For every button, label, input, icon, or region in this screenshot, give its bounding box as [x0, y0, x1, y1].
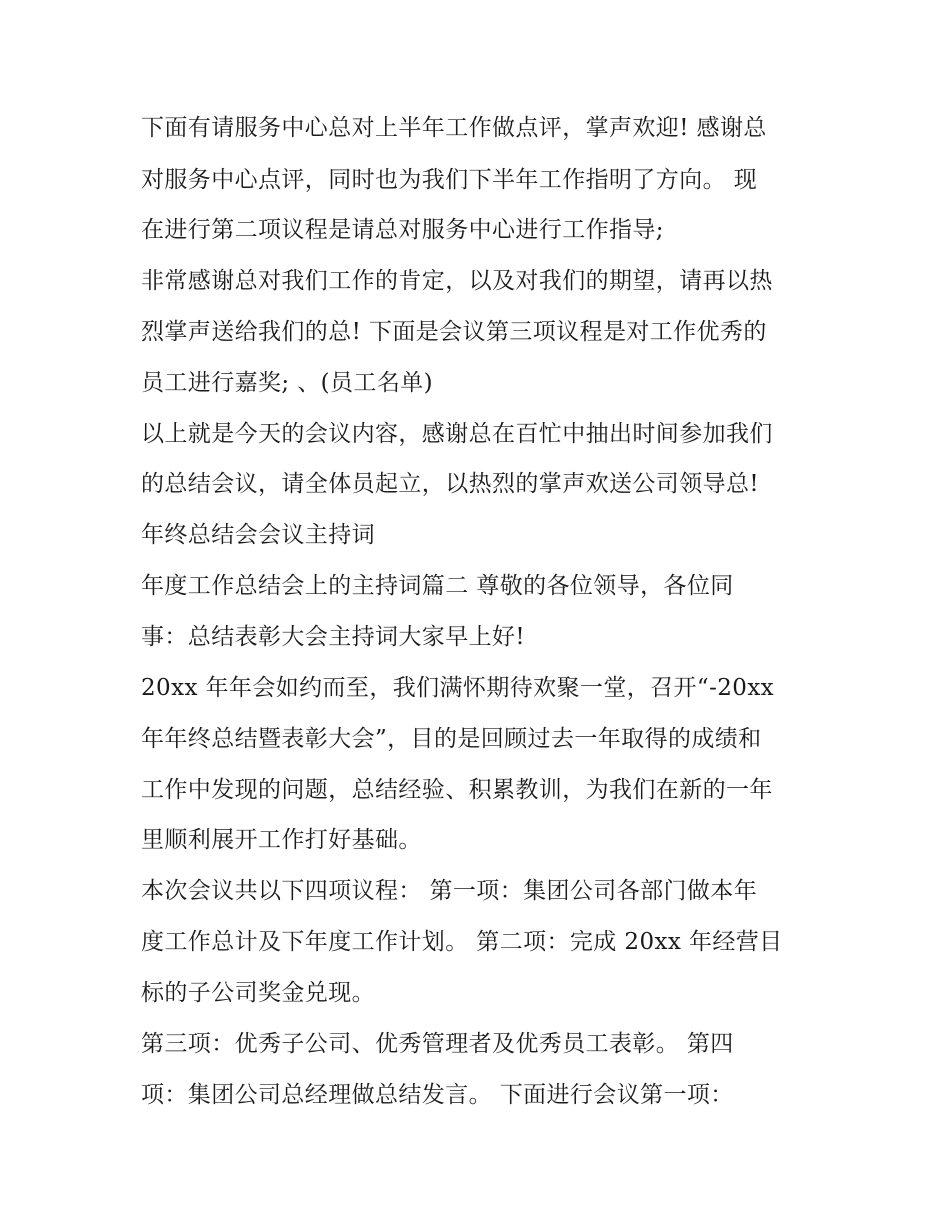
text-line: 本次会议共以下四项议程： 第一项：集团公司各部门做本年	[141, 878, 758, 904]
text-line: 烈掌声送给我们的总! 下面是会议第三项议程是对工作优秀的	[141, 319, 767, 345]
text-line: 年度工作总结会上的主持词篇二 尊敬的各位领导，各位同	[141, 573, 734, 599]
text-line: 以上就是今天的会议内容，感谢总在百忙中抽出时间参加我们	[141, 421, 773, 447]
text-line: 里顺利展开工作打好基础。	[141, 827, 422, 853]
text-line: 年年终总结暨表彰大会”，目的是回顾过去一年取得的成绩和	[141, 726, 762, 752]
text-line: 员工进行嘉奖; 、(员工名单)	[141, 370, 434, 396]
text-line: 下面有请服务中心总对上半年工作做点评，掌声欢迎! 感谢总	[141, 115, 767, 141]
text-line: 第三项：优秀子公司、优秀管理者及优秀员工表彰。 第四	[141, 1031, 734, 1057]
text-line: 在进行第二项议程是请总对服务中心进行工作指导;	[141, 217, 664, 243]
text-line: 的总结会议，请全体员起立，以热烈的掌声欢送公司领导总!	[141, 471, 760, 497]
text-line: 标的子公司奖金兑现。	[141, 980, 375, 1006]
text-line: 非常感谢总对我们工作的肯定，以及对我们的期望，请再以热	[141, 268, 773, 294]
text-line: 度工作总计及下年度工作计划。 第二项：完成 20xx 年经营目	[141, 929, 783, 955]
text-line: 项：集团公司总经理做总结发言。 下面进行会议第一项：	[141, 1082, 734, 1108]
text-line: 事：总结表彰大会主持词大家早上好!	[141, 624, 526, 650]
text-line: 对服务中心点评，同时也为我们下半年工作指明了方向。 现	[141, 167, 758, 193]
text-line: 年终总结会会议主持词	[141, 522, 375, 548]
text-line: 工作中发现的问题，总结经验、积累教训，为我们在新的一年	[141, 777, 773, 803]
text-line: 20xx 年年会如约而至，我们满怀期待欢聚一堂，召开“-20xx	[141, 675, 775, 701]
